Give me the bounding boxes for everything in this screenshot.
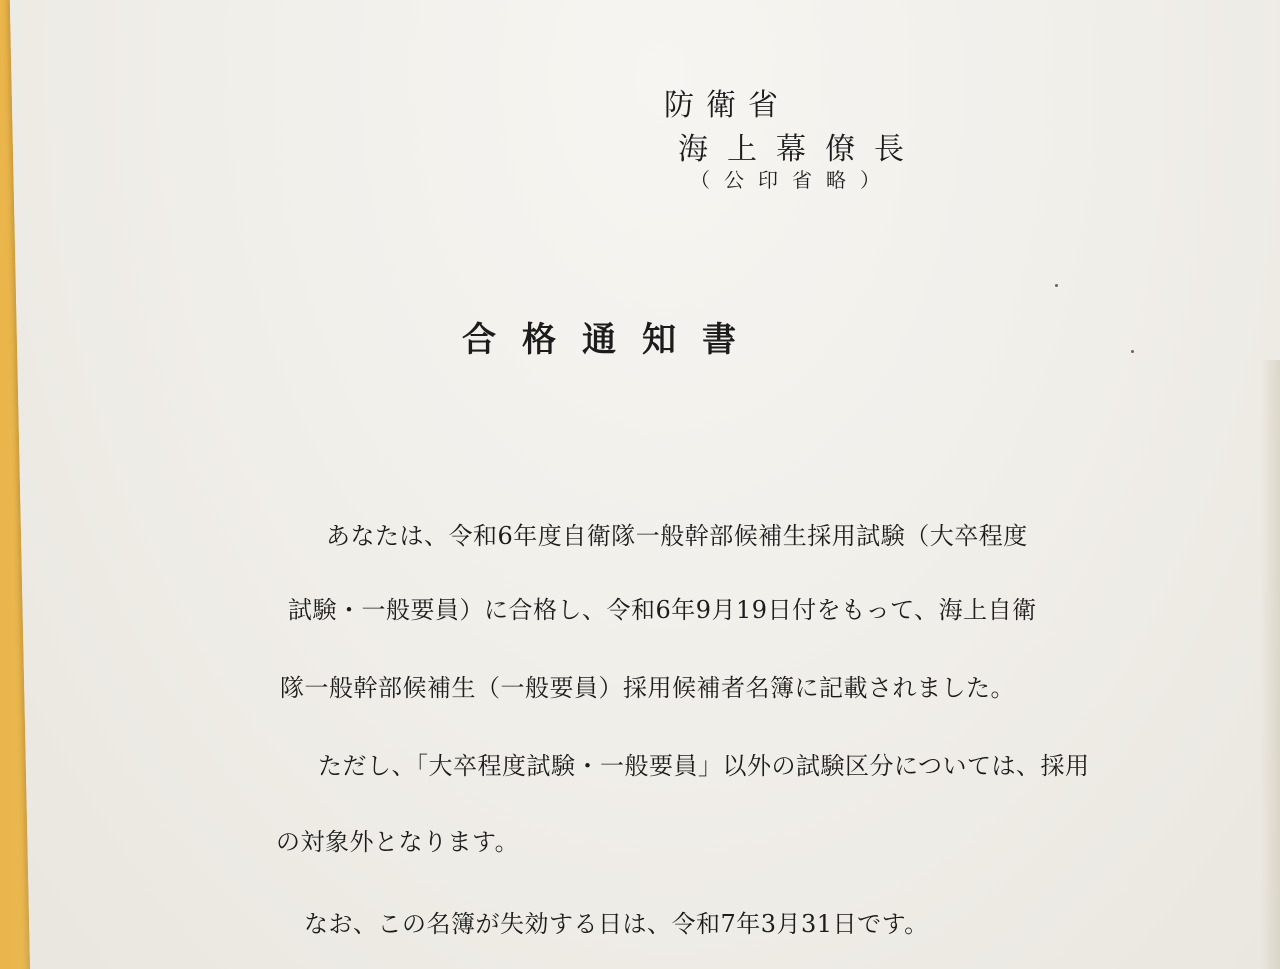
body-line-3: 隊一般幹部候補生（一般要員）採用候補者名簿に記載されました。 — [280, 674, 1015, 702]
paper-speck — [1055, 284, 1058, 287]
sender-organization: 防衛省 — [664, 88, 790, 123]
paper-speck — [1131, 350, 1134, 353]
body-line-2: 試験・一般要員）に合格し、令和6年9月19日付をもって、海上自衛 — [288, 596, 1037, 624]
body-line-6: なお、この名簿が失効する日は、令和7年3月31日です。 — [304, 910, 929, 938]
seal-omitted-note: （公印省略） — [690, 168, 894, 192]
body-line-1: あなたは、令和6年度自衛隊一般幹部候補生採用試験（大卒程度 — [326, 522, 1028, 550]
body-line-5: の対象外となります。 — [276, 828, 520, 856]
document-title: 合格通知書 — [462, 320, 762, 360]
sender-title: 海上幕僚長 — [678, 132, 923, 167]
body-line-4: ただし、「大卒程度試験・一般要員」以外の試験区分については、採用 — [318, 752, 1090, 780]
